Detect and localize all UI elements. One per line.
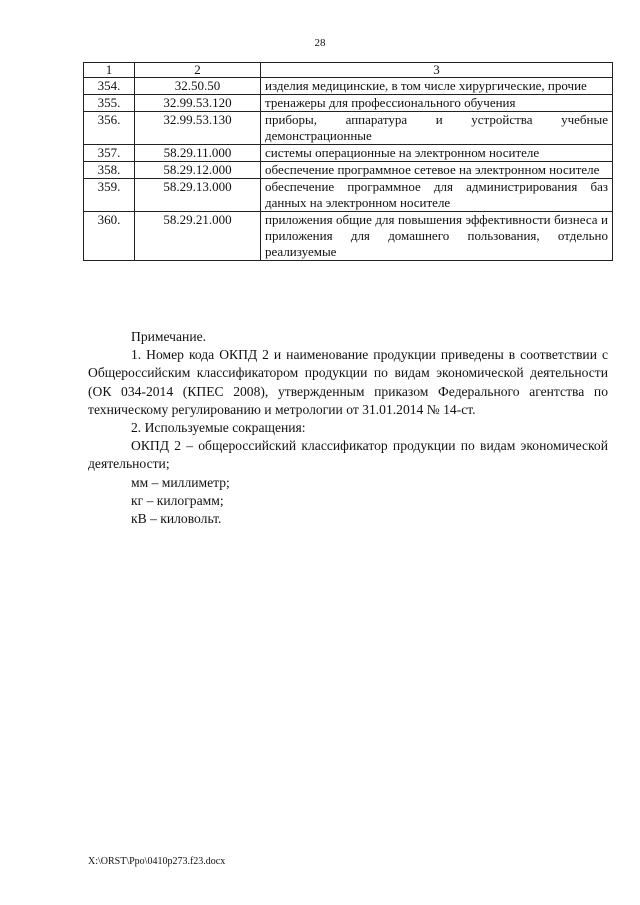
products-table: [83, 62, 613, 261]
product-name: обеспечение программное для администрирования баз данных на электронном носителе: [261, 179, 613, 212]
okpd-code: 58.29.13.000: [135, 179, 261, 212]
column-header-3: 3: [261, 63, 613, 78]
product-name: тренажеры для профессионального обучения: [261, 95, 613, 112]
note-1: 1. Номер кода ОКПД 2 и наименование продукции приведены в соответствии с Общероссийским классификатором продукции по видам экономической деятельности (ОК 034-2014 (КПЕС 2008), утвержденным приказом Федерального агентства по техническому регулированию и метрологии от 31.01.2014 № 14-ст.: [88, 347, 608, 417]
okpd-code: 32.50.50: [135, 78, 261, 95]
table-row: [84, 179, 613, 212]
product-name: изделия медицинские, в том числе хирургические, прочие: [261, 78, 613, 95]
okpd-code: 32.99.53.120: [135, 95, 261, 112]
note-2-title: 2. Используемые сокращения:: [131, 420, 306, 436]
file-path-footer: X:\ORST\Ppo\0410p273.f23.docx: [88, 856, 226, 867]
abbreviation-okpd: ОКПД 2 – общероссийский классификатор продукции по видам экономической деятельности;: [88, 438, 608, 472]
row-number: 358.: [84, 162, 135, 179]
okpd-code: 58.29.21.000: [135, 212, 261, 261]
product-name: приложения общие для повышения эффективности бизнеса и приложения для домашнего пользования, отдельно реализуемые: [261, 212, 613, 261]
product-name: системы операционные на электронном носителе: [261, 145, 613, 162]
row-number: 357.: [84, 145, 135, 162]
table-row: [84, 212, 613, 261]
product-name: приборы, аппаратура и устройства учебные демонстрационные: [261, 112, 613, 145]
product-name: обеспечение программное сетевое на электронном носителе: [261, 162, 613, 179]
okpd-code: 58.29.12.000: [135, 162, 261, 179]
table-header-row: [84, 63, 613, 78]
abbreviation-mm: мм – миллиметр;: [131, 474, 230, 490]
column-header-2: 2: [135, 63, 261, 78]
table-row: [84, 162, 613, 179]
column-header-1: 1: [84, 63, 135, 78]
okpd-code: 58.29.11.000: [135, 145, 261, 162]
table-row: [84, 95, 613, 112]
row-number: 354.: [84, 78, 135, 95]
row-number: 360.: [84, 212, 135, 261]
abbreviation-kv: кВ – киловольт.: [131, 511, 222, 527]
notes-section: [88, 328, 608, 528]
table-row: [84, 145, 613, 162]
page-number: 28: [314, 37, 326, 49]
notes-title: Примечание.: [131, 329, 207, 344]
row-number: 355.: [84, 95, 135, 112]
row-number: 359.: [84, 179, 135, 212]
row-number: 356.: [84, 112, 135, 145]
table-row: [84, 112, 613, 145]
table-row: [84, 78, 613, 95]
okpd-code: 32.99.53.130: [135, 112, 261, 145]
abbreviation-kg: кг – килограмм;: [131, 492, 224, 508]
